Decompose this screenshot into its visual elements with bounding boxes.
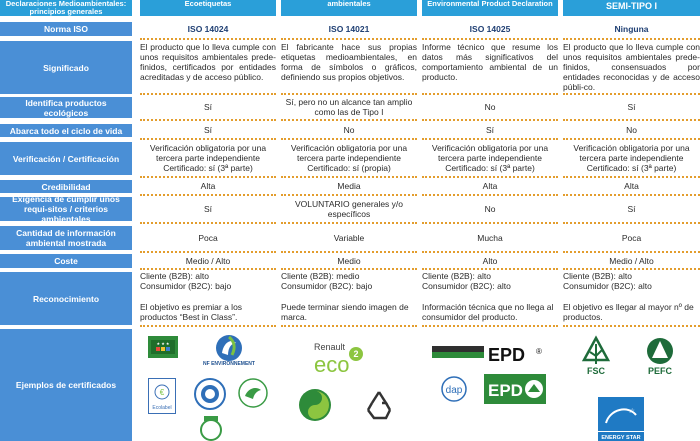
nordic-swan-logo (238, 378, 268, 408)
reconocimiento-note: El objetivo es llegar al mayor nº de productos. (563, 302, 694, 322)
reconocimiento-clients: Cliente (B2B): alto Consumidor (B2C): alto (563, 271, 652, 291)
cantidad-value: Variable (333, 233, 365, 243)
cantidad-value: Poca (198, 233, 218, 243)
norma-value: ISO 14024 (187, 24, 229, 34)
significado-value: El producto que lo lleva cumple con unos requisitos ambientales prede-finidos, certificados por entidades acreditadas y de acceso público. (140, 42, 276, 82)
verificacion-value: Verificación obligatoria por una tercera parte independiente Certificado: sí (3ª parte) (573, 143, 690, 173)
significado-value: El fabricante hace sus propias etiquetas medioambientales, en forma de símbolos o gráficos, definiendo sus propios objetivos. (281, 42, 417, 82)
svg-text:☆: ☆ (628, 408, 635, 415)
header-col1: Ecoetiquetas (140, 0, 276, 16)
ecolabel-label: Ecolabel (152, 405, 172, 411)
renault-eco2-logo (308, 340, 368, 376)
reconocimiento-clients: Cliente (B2B): alto Consumidor (B2C): bajo (140, 271, 232, 291)
norma-value: Ninguna (614, 24, 649, 34)
pefc-logo (640, 336, 680, 376)
coste-value: Medio / Alto (609, 255, 654, 266)
blue-angel-logo (194, 378, 226, 410)
energy-label: ENERGY STAR (601, 435, 641, 441)
header-col4: SEMI-TIPO I (563, 0, 700, 16)
norma-value: ISO 14025 (469, 24, 511, 34)
exigencia-value: Sí (627, 204, 636, 214)
exigencia-value: VOLUNTARIO generales y/o específicos (294, 199, 404, 219)
eco-label: eco (314, 352, 350, 377)
dap-logo (438, 376, 470, 402)
row-label-verificacion: Verificación / Certificación (0, 142, 132, 175)
reconocimiento-note: Puede terminar siendo imagen de marca. (281, 302, 409, 322)
fsc-logo (578, 336, 614, 376)
ecolabel-logo (148, 378, 176, 414)
cantidad-value: Poca (621, 233, 642, 243)
row-label-norma: Norma ISO (0, 22, 132, 36)
row-label-coste: Coste (0, 254, 132, 268)
verificacion-value: Verificación obligatoria por una tercera parte independiente Certificado: sí (3ª parte) (431, 143, 549, 173)
renault-label: Renault (314, 342, 346, 352)
svg-text:★ ★ ★: ★ ★ ★ (156, 341, 170, 346)
fsc-label: FSC (587, 366, 605, 376)
verificacion-value: Verificación obligatoria por una tercera parte independiente Certificado: sí (3ª parte) (149, 143, 267, 173)
ciclo-value: Sí (485, 124, 495, 135)
ciclo-value: No (626, 124, 637, 135)
coste-value: Alto (482, 255, 498, 266)
row-label-significado: Significado (0, 41, 132, 94)
nf-label: NF ENVIRONNEMENT (203, 361, 255, 367)
identifica-value: No (484, 102, 496, 112)
row-label-exigencia: Exigencia de cumplir unos requi-sitos / criterios ambientales (0, 197, 132, 221)
coste-value: Medio (337, 255, 361, 266)
row-label-ejemplos: Ejemplos de certificados (0, 329, 132, 441)
reconocimiento-note: El objetivo es premiar a los productos “Best in Class”. (140, 302, 243, 322)
row-label-credibilidad: Credibilidad (0, 180, 132, 193)
exigencia-value: Sí (203, 204, 213, 214)
norma-value: ISO 14021 (328, 24, 370, 34)
energy-star-logo (598, 397, 644, 441)
green-dot-logo (298, 388, 332, 422)
row-label-reconocimiento: Reconocimiento (0, 272, 132, 325)
identifica-value: Sí, pero no un alcance tan amplio como las de Tipo I (285, 97, 413, 117)
epd-logo (432, 344, 550, 366)
epd-label: EPD (488, 345, 526, 365)
epd2-label: EPD (488, 381, 523, 400)
row-label-cantidad: Cantidad de información ambiental mostrada (0, 226, 132, 250)
ciclo-value: No (343, 124, 355, 135)
reconocimiento-clients: Cliente (B2B): alto Consumidor (B2C): alto (422, 271, 511, 291)
significado-value: Informe técnico que resume los datos más significativos del comportamiento ambiental de un producto. (422, 42, 558, 82)
header-col3: Environmental Product Declaration (422, 0, 558, 16)
reconocimiento-clients: Cliente (B2B): medio Consumidor (B2C): bajo (281, 271, 373, 291)
header-col0: Declaraciones Medioambientales: principios generales (0, 0, 132, 16)
eu-flower-logo (148, 336, 178, 358)
identifica-value: Sí (203, 102, 213, 112)
svg-text:€: € (159, 388, 165, 397)
cantidad-value: Mucha (477, 233, 503, 243)
significado-value: El producto que lo lleva cumple con unos requisitos ambientales prede-finidos, consensuados por entidades reconocidas y de acceso públi-co. (563, 42, 700, 92)
verificacion-value: Verificación obligatoria por una tercera parte independiente Certificado: sí (propia) (290, 143, 408, 173)
reconocimiento-note: Información técnica que no llega al consumidor del producto. (422, 302, 554, 322)
exigencia-value: No (484, 204, 496, 214)
pefc-label: PEFC (647, 366, 673, 376)
credibilidad-value: Alta (482, 180, 498, 191)
credibilidad-value: Alta (624, 180, 639, 191)
aenor-logo (198, 416, 224, 441)
recycle-icon (362, 388, 396, 422)
coste-value: Medio / Alto (185, 255, 231, 266)
credibilidad-value: Media (337, 180, 361, 191)
identifica-value: Sí (627, 102, 636, 112)
row-label-ciclo: Abarca todo el ciclo de vida (0, 124, 132, 137)
eco-sup: 2 (353, 349, 359, 359)
epd-system-logo (484, 374, 546, 404)
nf-environnement-logo (203, 333, 255, 367)
ciclo-value: Sí (203, 124, 213, 135)
row-label-identifica: Identifica productos ecológicos (0, 97, 132, 118)
epd-reg: ® (536, 347, 542, 356)
dap-label: dap (445, 385, 463, 396)
credibilidad-value: Alta (200, 180, 216, 191)
header-col2: ambientales (281, 0, 417, 16)
